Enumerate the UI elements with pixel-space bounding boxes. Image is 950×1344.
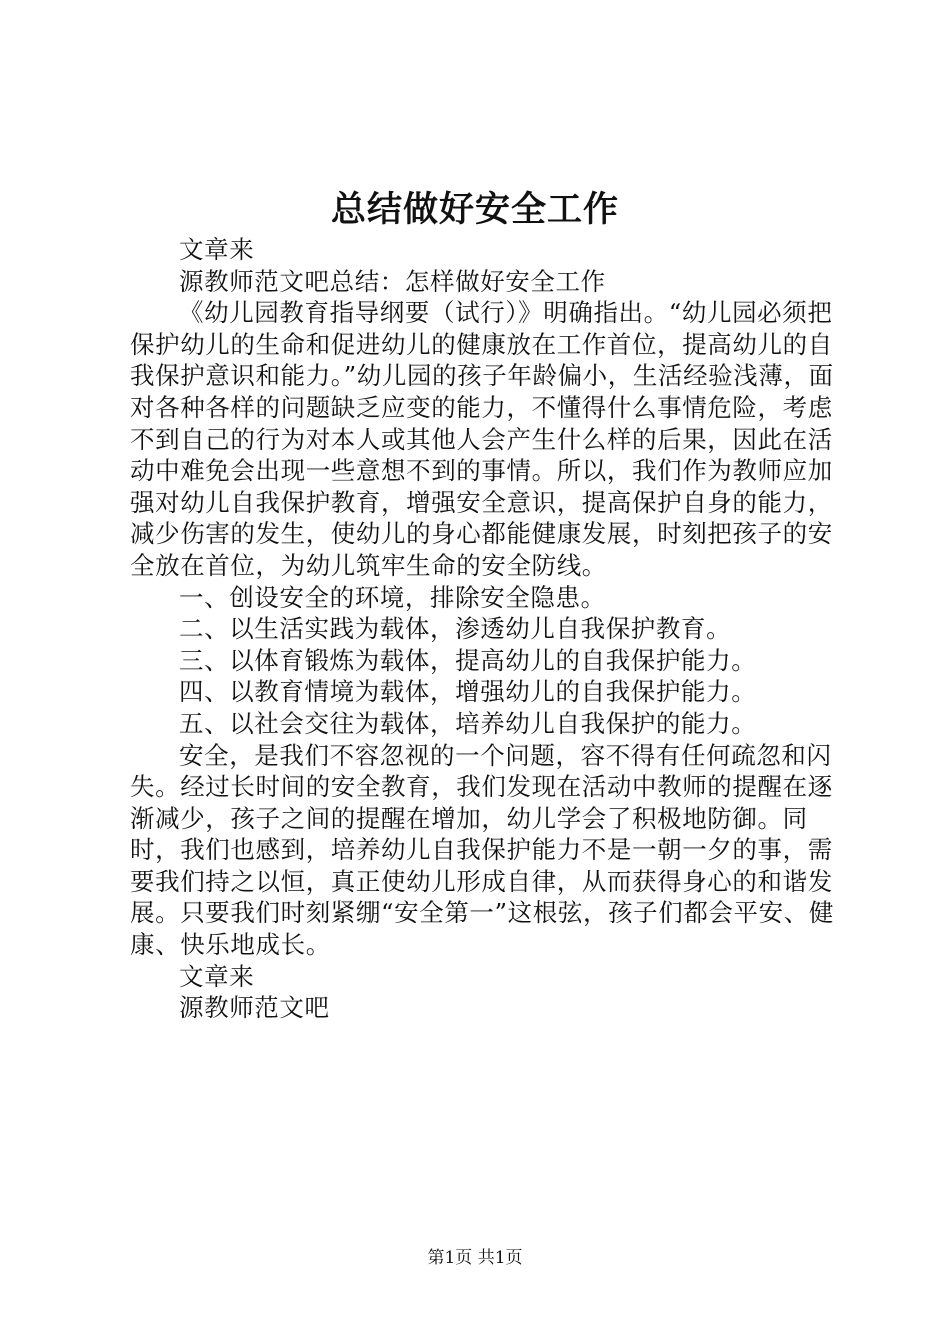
list-item-1: 一、创设安全的环境，排除安全隐患。 <box>179 582 606 612</box>
list-item-5: 五、以社会交往为载体，培养幼儿自我保护的能力。 <box>179 708 757 738</box>
paragraph-source-summary: 源教师范文吧总结：怎样做好安全工作 <box>179 266 606 296</box>
list-item-3: 三、以体育锻炼为载体，提高幼儿的自我保护能力。 <box>179 645 757 675</box>
document-body <box>130 234 834 1024</box>
paragraph-source-end: 源教师范文吧 <box>179 993 330 1023</box>
list-item-2: 二、以生活实践为载体，渗透幼儿自我保护教育。 <box>179 614 732 644</box>
paragraph-guideline-quote: 《幼儿园教育指导纲要（试行）》明确指出。“幼儿园必须把保护幼儿的生命和促进幼儿的健康放在工作首位，提高幼儿的自我保护意识和能力。”幼儿园的孩子年龄偏小，生活经验浅薄，面对各种各样的问题缺乏应变的能力，不懂得什么事情危险，考虑不到自己的行为对本人或其他人会产生什么样的后果，因此在活动中难免会出现一些意想不到的事情。所以，我们作为教师应加强对幼儿自我保护教育，增强安全意识，提高保护自身的能力，减少伤害的发生，使幼儿的身心都能健康发展，时刻把孩子的安全放在首位，为幼儿筑牢生命的安全防线。 <box>130 298 834 580</box>
paragraph-source-prefix: 文章来 <box>179 235 255 264</box>
paragraph-conclusion: 安全，是我们不容忽视的一个问题，容不得有任何疏忽和闪失。经过长时间的安全教育，我们发现在活动中教师的提醒在逐渐减少，孩子之间的提醒在增加，幼儿学会了积极地防御。同时，我们也感到，培养幼儿自我保护能力不是一朝一夕的事，需要我们持之以恒，真正使幼儿形成自律，从而获得身心的和谐发展。只要我们时刻紧绷“安全第一”这根弦，孩子们都会平安、健康、快乐地成长。 <box>130 740 834 960</box>
page-footer: 第1页 共1页 <box>427 1248 523 1268</box>
list-item-4: 四、以教育情境为载体，增强幼儿的自我保护能力。 <box>179 677 757 707</box>
document-title: 总结做好安全工作 <box>330 190 619 230</box>
paragraph-source-prefix-end: 文章来 <box>179 961 255 991</box>
